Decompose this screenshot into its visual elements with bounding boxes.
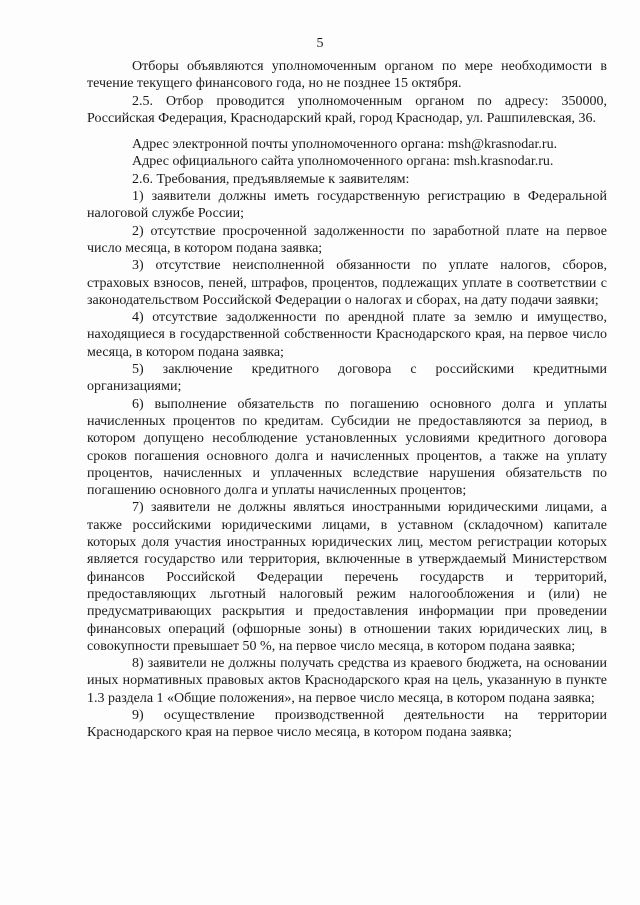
requirement-item-1: 1) заявители должны иметь государственную регистрацию в Федеральной налоговой службе России; — [87, 189, 607, 222]
paragraph-selection-timing: Отборы объявляются уполномоченным органом по мере необходимости в течение текущего финансового года, но не позднее 15 октября. — [87, 59, 607, 92]
requirement-item-4: 4) отсутствие задолженности по арендной плате за землю и имущество, находящиеся в государственной собственности Краснодарского края, на первое число месяца, в котором подана заявка; — [87, 310, 607, 360]
paragraph-website: Адрес официального сайта уполномоченного органа: msh.krasnodar.ru. — [132, 154, 554, 170]
requirement-item-9: 9) осуществление производственной деятельности на территории Краснодарского края на первое число месяца, в котором подана заявка; — [87, 707, 607, 741]
requirement-item-7: 7) заявители не должны являться иностранными юридическими лицами, а также российскими юридическими лицами, в уставном (складочном) капитале которых доля участия иностранных юридических лиц, местом регистрации которых является государство или территория, включенные в утверждаемый Министерством финансов Российской Федерации перечень государств и территорий, предоставляющих льготный налоговый режим налогообложения и (или) не предусматривающих раскрытия и предоставления информации при проведении финансовых операций (офшорные зоны) в отношении таких юридических лиц, в совокупности превышает 50 %, на первое число месяца, в котором подана заявка; — [87, 500, 607, 654]
requirement-item-3: 3) отсутствие неисполненной обязанности по уплате налогов, сборов, страховых взносов, пеней, штрафов, процентов, подлежащих уплате в соответствии с законодательством Российской Федерации о налогах и сборах, на дату подачи заявки; — [87, 258, 607, 308]
requirement-item-2: 2) отсутствие просроченной задолженности по заработной плате на первое число месяца, в котором подана заявка; — [87, 223, 607, 256]
paragraph-2-6-heading: 2.6. Требования, предъявляемые к заявителям: — [132, 171, 410, 187]
requirement-item-8: 8) заявители не должны получать средства из краевого бюджета, на основании иных нормативных правовых актов Краснодарского края на цель, указанную в пункте 1.3 раздела 1 «Общие положения», на первое число месяца, в котором подана заявка; — [87, 656, 607, 706]
page-number: 5 — [316, 36, 324, 51]
document-body — [87, 58, 607, 742]
requirement-item-5: 5) заключение кредитного договора с российскими кредитными организациями; — [87, 362, 607, 395]
paragraph-2-5-address: 2.5. Отбор проводится уполномоченным органом по адресу: 350000, Российская Федерация, Краснодарский край, город Краснодар, ул. Рашпилевская, 36. — [87, 93, 607, 126]
paragraph-email: Адрес электронной почты уполномоченного органа: msh@krasnodar.ru. — [132, 137, 558, 153]
requirement-item-6: 6) выполнение обязательств по погашению основного долга и уплаты начисленных процентов по кредитам. Субсидии не предоставляются за период, в котором допущено несоблюдение установленных условиями кредитного договора сроков погашения основного долга и начисленных процентов, а также на уплату процентов, начисленных и уплаченных вследствие нарушения обязательств по погашению основного долга и уплаты начисленных процентов; — [87, 396, 607, 499]
